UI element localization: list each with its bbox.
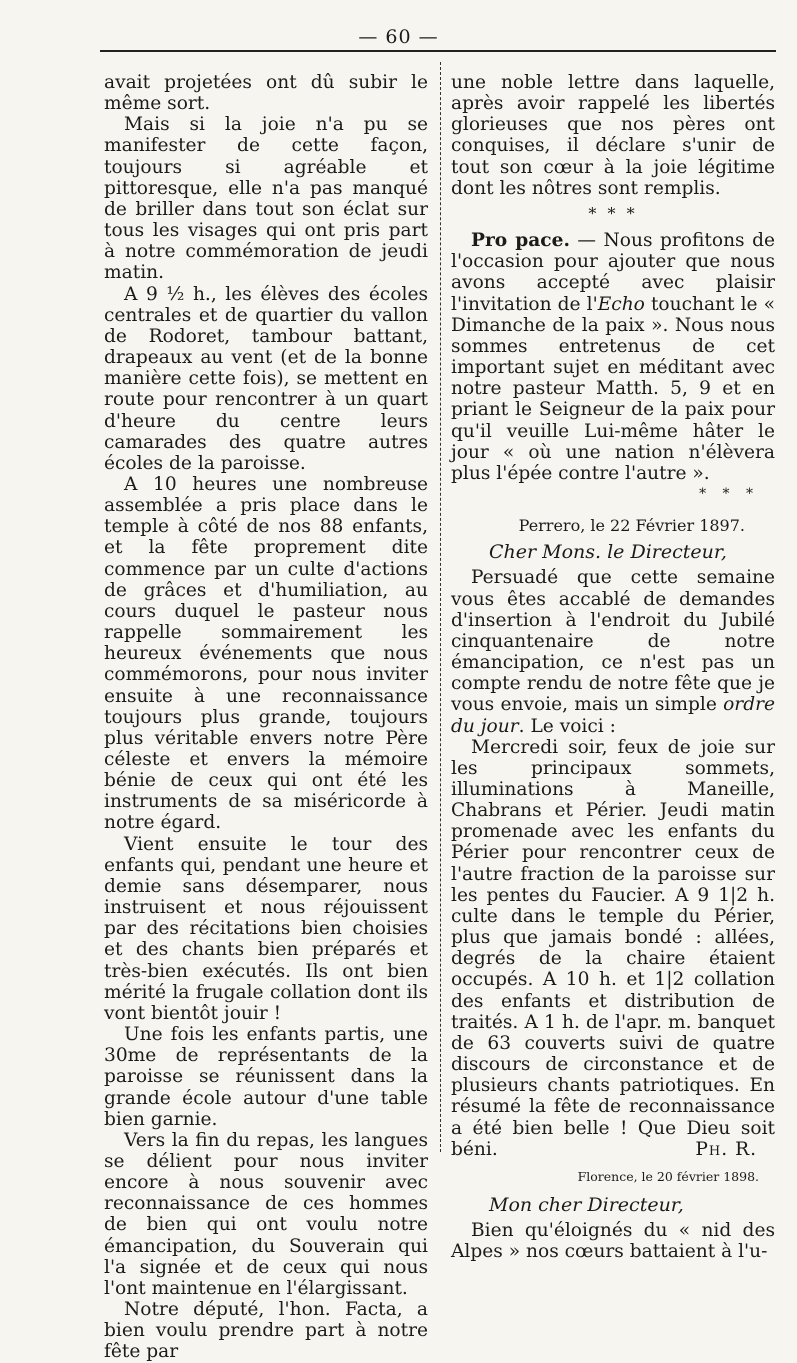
salutation: Mon cher Directeur, (489, 1193, 684, 1216)
header-rule (100, 50, 776, 52)
paragraph: une noble lettre dans laquelle, après avoir rappelé les libertés glorieuses que nos pères ont conquises, il déclare s'unir de tout son cœur à la joie légitime dont les nôtres sont remplis. (451, 72, 775, 199)
dateline: Florence, le 20 février 1898. (577, 1168, 759, 1184)
paragraph: Notre député, l'hon. Facta, a bien voulu prendre part à notre fête par (104, 1299, 428, 1363)
page-number: — 60 — (358, 26, 439, 48)
salutation: Cher Mons. le Directeur, (489, 541, 727, 564)
text-run: Persuadé que cette semaine vous êtes accablé de demandes d'insertion à l'endroit du Jubilé cinquantenaire de notre émancipation, ce n'est pas un compte rendu de notre fête que je vous envoie, mais un simple (451, 567, 775, 716)
text-run: touchant le « Dimanche de la paix ». Nous nous sommes entretenus de cet important sujet en méditant avec notre pasteur Matth. 5, 9 et en priant le Seigneur de la paix pour qu'il veuille Lui-même hâter le jour « où une nation n'élèvera plus l'épée contre l'autre ». (451, 293, 775, 484)
paragraph-pro-pace (451, 230, 775, 484)
paragraph: Vers la fin du repas, les langues se délient pour nous inviter encore à nous souvenir avec reconnaissance de ces hommes de bien qui ont voulu notre émancipation, du Souverain qui l'a signée et de ceux qui nous l'ont maintenue en l'élargissant. (104, 1129, 428, 1299)
paragraph: Vient ensuite le tour des enfants qui, pendant une heure et demie sans désemparer, nous instruisent et nous réjouissent par des récitations bien choisies et des chants bien préparés et très-bien exécutés. Ils ont bien mérité la frugale collation dont ils vont bientôt jouir ! (104, 833, 428, 1024)
paragraph: Une fois les enfants partis, une 30me de représentants de la paroisse se réunissent dans la grande école autour d'une table bien garnie. (104, 1024, 428, 1130)
dateline: Perrero, le 22 Février 1897. (518, 516, 745, 536)
paragraph: A 10 heures une nombreuse assemblée a pris place dans le temple à côté de nos 88 enfants, et la fête proprement dite commence par un culte d'actions de grâces et d'humiliation, au cours duquel le pasteur nous rappelle sommairement les heureux événements que nous commémorons, pour nous inviter ensuite à une reconnaissance toujours plus grande, toujours plus véritable envers notre Père céleste et envers la mémoire bénie de ceux qui ont été les instruments de sa miséricorde à notre égard. (104, 473, 428, 834)
left-column (104, 72, 428, 1363)
section-lead: Pro pace. (471, 230, 570, 252)
paragraph: Mais si la joie n'a pu se manifester de cette façon, toujours si agréable et pittoresque, elle n'a pas manqué de briller dans tout son éclat sur tous les visages qui ont pris part à notre commémoration de jeudi matin. (104, 114, 428, 284)
paragraph: avait projetées ont dû subir le même sort. (104, 72, 428, 115)
text-run: . Le voici : (518, 715, 616, 737)
text-run: — Nous profitons de l'occasion pour ajouter que nous avons accepté avec plaisir l'invitation de l' (451, 230, 775, 315)
paragraph: A 9 ½ h., les élèves des écoles centrales et de quartier du vallon de Rodoret, tambour battant, drapeaux au vent (et de la bonne manière cette fois), se mettent en route pour rencontrer à un quart d'heure du centre leurs camarades des quatre autres écoles de la paroisse. (104, 283, 428, 474)
text-run: Mercredi soir, feux de joie sur les principaux sommets, illuminations à Maneille, Chabrans et Périer. Jeudi matin promenade avec les enfants du Périer pour rencontrer ceux de l'autre fraction de la paroisse sur les pentes du Faucier. A 9 1|2 h. culte dans le temple du Périer, plus que jamais bondé : allées, degrés de la chaire étaient occupés. A 10 h. et 1|2 collation des enfants et distribution de traités. A 1 h. de l'apr. m. banquet de 63 couverts suivi de quatre discours de circonstance et de plusieurs chants patriotiques. En résumé la fête de reconnaissance a été bien belle ! Que Dieu soit béni. (451, 736, 775, 1160)
section-separator: * * * (588, 203, 638, 223)
signature: Ph. R. (695, 1138, 757, 1160)
section-separator: * * * (699, 485, 759, 502)
right-column (451, 72, 775, 1262)
text-run-italic: ordre du jour (451, 694, 775, 737)
paragraph (451, 567, 775, 736)
paragraph (451, 737, 775, 1160)
column-divider (440, 62, 441, 1152)
text-run-italic: Echo (597, 293, 645, 315)
paragraph: Bien qu'éloignés du « nid des Alpes » nos cœurs battaient à l'u- (451, 1220, 775, 1263)
